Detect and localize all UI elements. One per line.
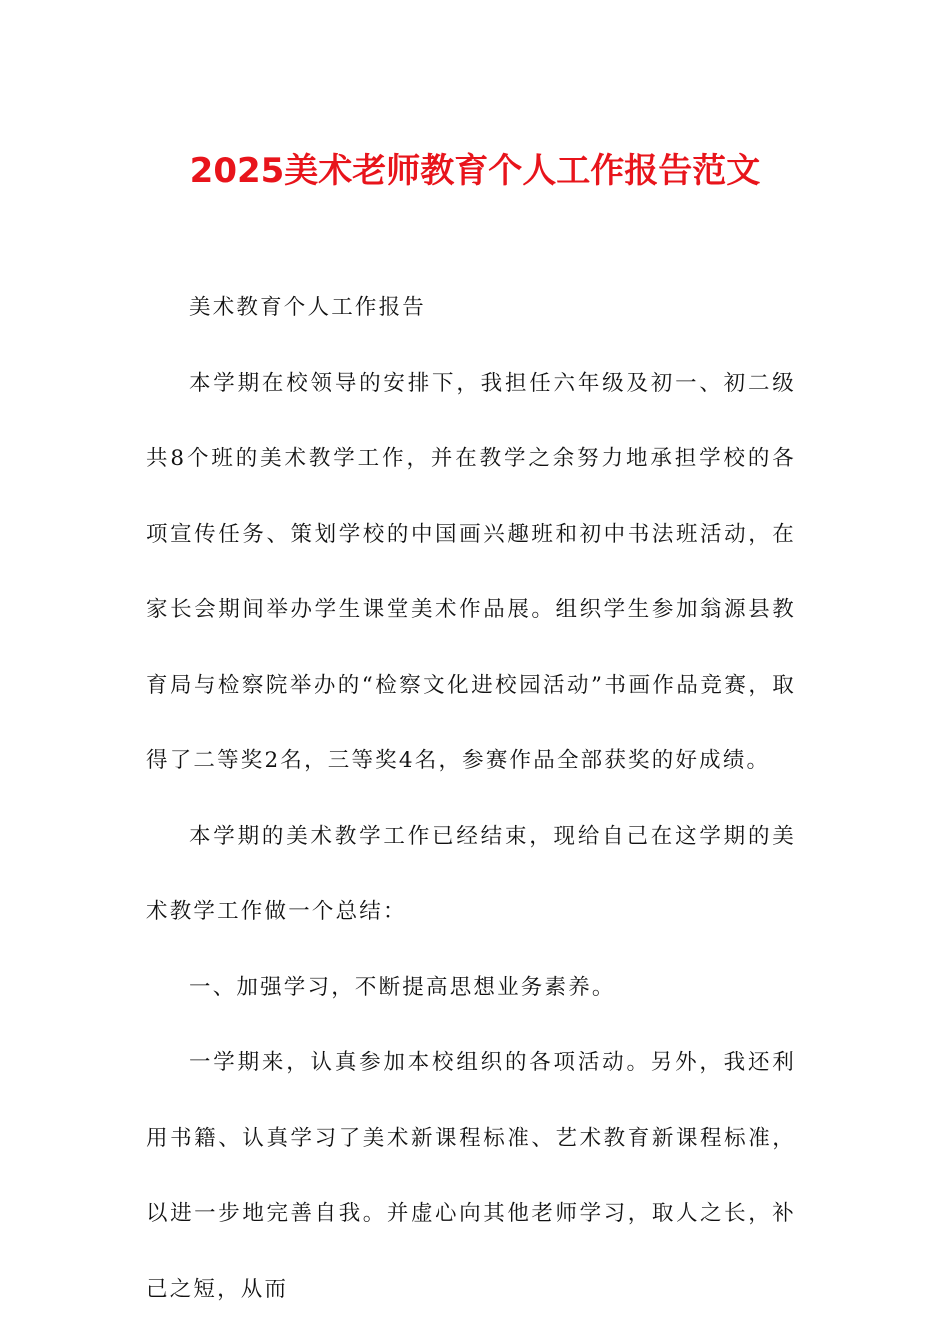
paragraph-section-1: 一学期来，认真参加本校组织的各项活动。另外，我还利用书籍、认真学习了美术新课程标准、艺术教育新课程标准，以进一步地完善自我。并虚心向其他老师学习，取人之长，补己之短，从而 <box>146 1050 796 1302</box>
document-body <box>146 270 796 1327</box>
section-heading-1: 一、加强学习，不断提高思想业务素养。 <box>189 974 616 1000</box>
paragraph-intro: 本学期在校领导的安排下，我担任六年级及初一、初二级共8个班的美术教学工作，并在教学之余努力地承担学校的各项宣传任务、策划学校的中国画兴趣班和初中书法班活动，在家长会期间举办学生课堂美术作品展。组织学生参加翁源县教育局与检察院举办的“检察文化进校园活动”书画作品竞赛，取得了二等奖2名，三等奖4名，参赛作品全部获奖的好成绩。 <box>146 370 796 773</box>
paragraph-heading: 美术教育个人工作报告 <box>189 295 427 320</box>
paragraph-summary-lead: 本学期的美术教学工作已经结束，现给自己在这学期的美术教学工作做一个总结： <box>146 823 796 924</box>
document-title: 2025美术老师教育个人工作报告范文 <box>189 151 761 191</box>
